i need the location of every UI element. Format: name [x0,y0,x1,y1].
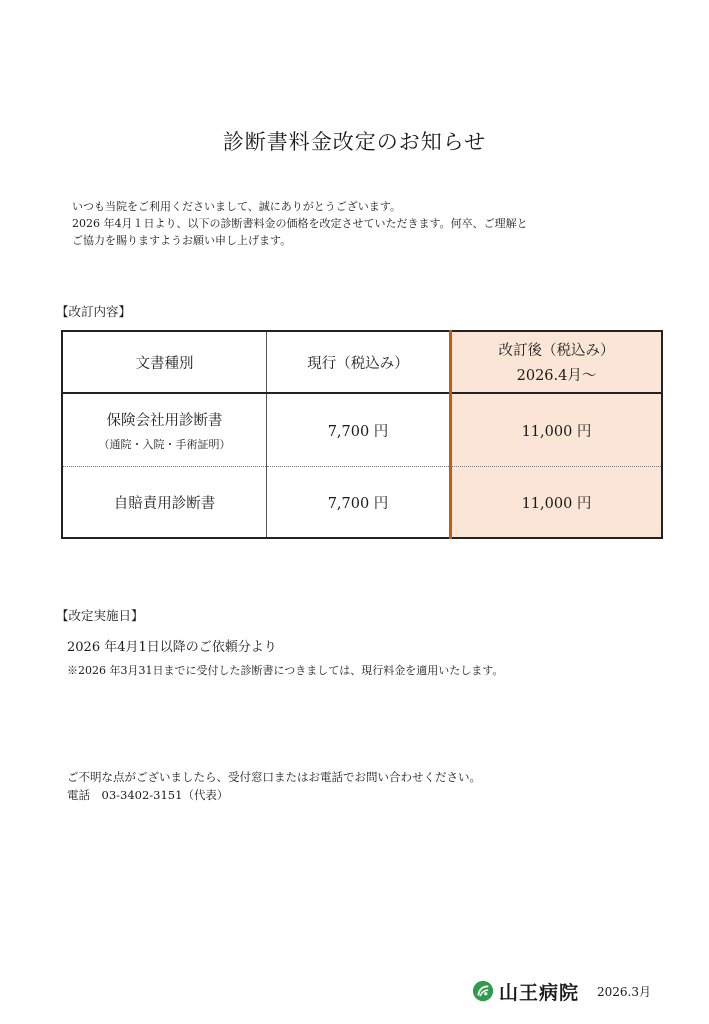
intro-paragraph [72,198,652,249]
document-name: 保険会社用診断書 [106,412,223,429]
section-heading-effective-date: 【改定実施日】 [56,608,144,623]
intro-line: 2026 年4月１日より、以下の診断書料金の価格を改定させていただきます。何卒、ご理解と [72,217,528,230]
effective-date-note: ※2026 年3月31日までに受付した診断書につきましては、現行料金を適用いたします。 [67,664,504,677]
cell-document-type: 自賠責用診断書 [62,467,267,539]
header-new-price-date: 2026.4月～ [516,368,597,384]
document-subtitle: （通院・入院・手術証明） [98,437,231,451]
cell-current-price: 7,700 円 [327,495,389,512]
intro-line: ご協力を賜りますようお願い申し上げます。 [72,234,292,247]
cell-new-price: 11,000 円 [451,393,663,467]
effective-date: 2026 年4月1日以降のご依頼分より [67,640,277,655]
table-row [62,467,662,539]
sanno-hospital-logo-icon [472,980,494,1002]
contact-phone: 電話 03-3402-3151（代表） [67,788,229,802]
table-header-row [62,331,662,393]
cell-current-price: 7,700 円 [267,393,451,467]
table-row [62,393,662,467]
section-heading-revision: 【改訂内容】 [56,304,132,319]
header-document-type: 文書種別 [62,331,267,393]
footer [472,978,651,1004]
contact-info [67,768,481,804]
cell-new-price: 11,000 円 [451,467,663,539]
header-current-price: 現行（税込み） [267,331,451,393]
cell-document-type [62,393,267,467]
header-new-price-label: 改訂後（税込み） [498,343,615,359]
hospital-name: 山王病院 [499,981,580,1004]
publication-date: 2026.3月 [597,984,652,999]
contact-message: ご不明な点がございましたら、受付窓口またはお電話でお問い合わせください。 [67,770,481,784]
header-new-price [451,331,663,393]
fee-table [61,330,663,539]
intro-line: いつも当院をご利用くださいまして、誠にありがとうございます。 [72,200,401,213]
page-title: 診断書料金改定のお知らせ [222,130,487,154]
